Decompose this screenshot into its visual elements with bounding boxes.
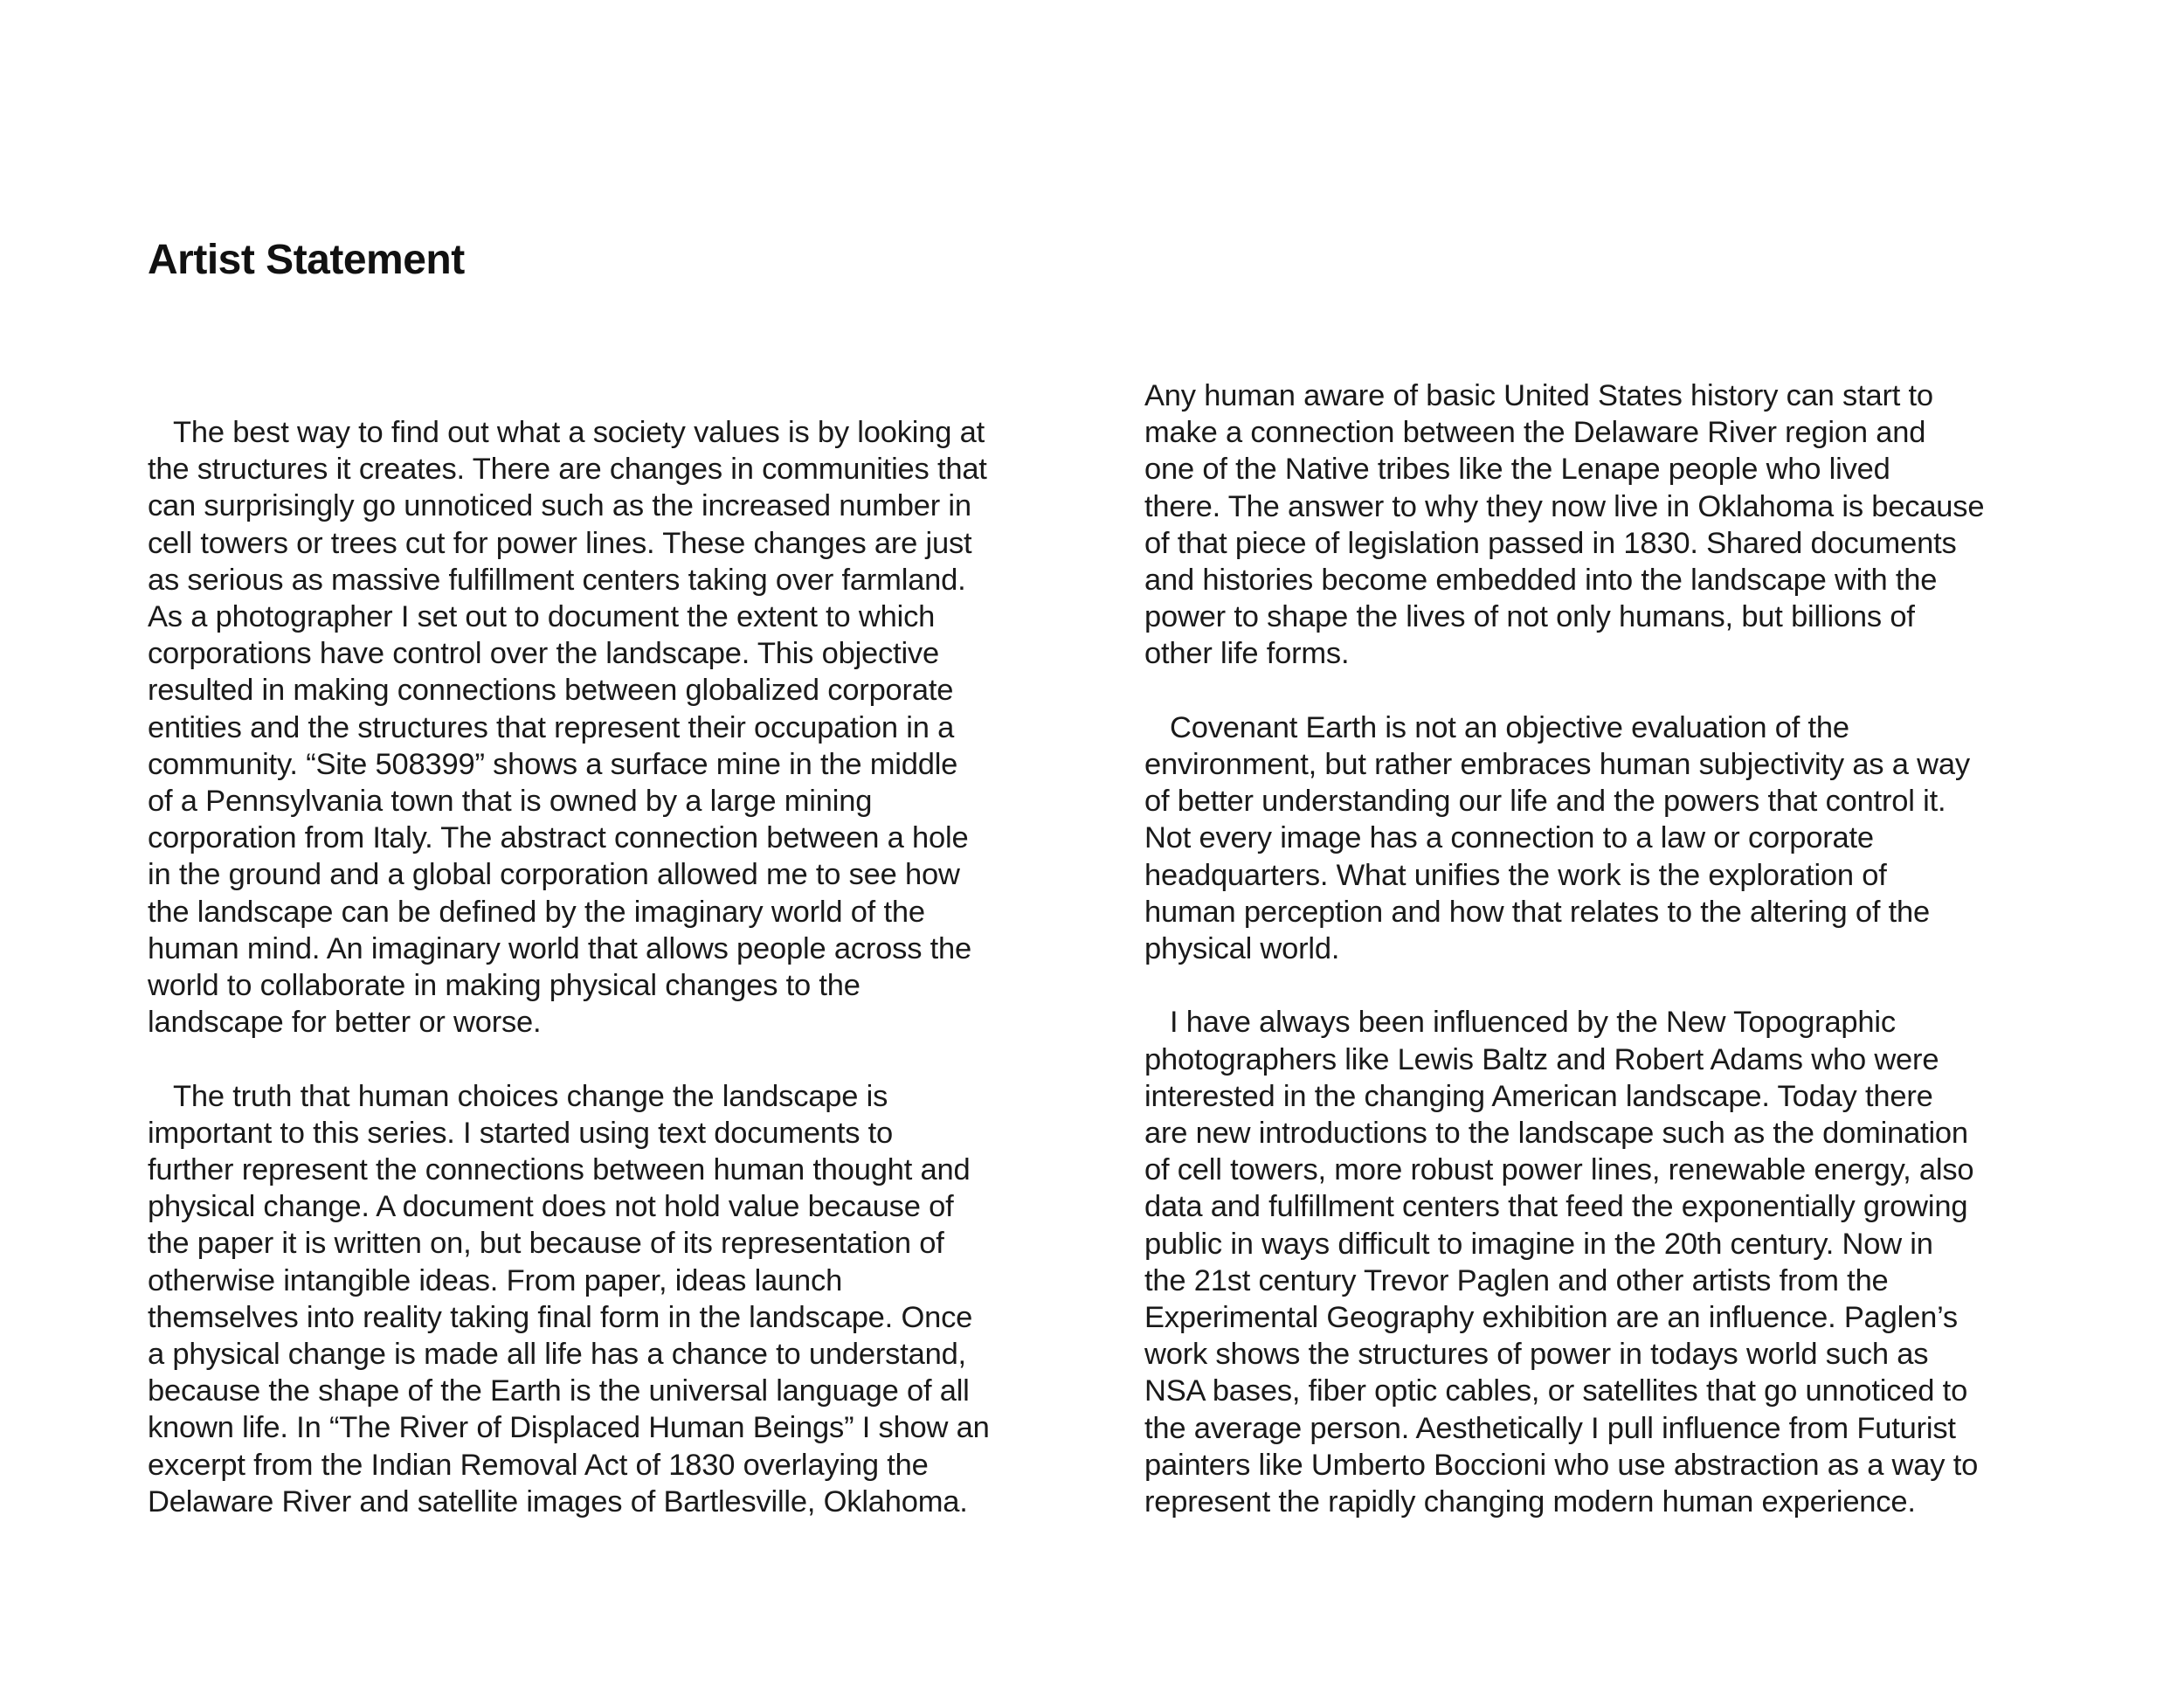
- paragraph: [1144, 377, 2044, 673]
- text-line: Not every image has a connection to a law or corporate: [1144, 821, 1874, 855]
- paragraph: [1144, 709, 2044, 967]
- text-line: Covenant Earth is not an objective evaluation of the: [1170, 710, 1849, 744]
- text-line: and histories become embedded into the landscape with the: [1144, 564, 1938, 598]
- text-line: represent the rapidly changing modern human experience.: [1144, 1485, 1916, 1519]
- text-line: painters like Umberto Boccioni who use abstraction as a way to: [1144, 1448, 1979, 1482]
- text-line: work shows the structures of power in todays world such as: [1144, 1338, 1929, 1372]
- text-line: further represent the connections between human thought and: [148, 1153, 971, 1187]
- text-line: Any human aware of basic United States history can start to: [1144, 379, 1933, 412]
- text-line: community. “Site 508399” shows a surface mine in the middle: [148, 747, 958, 781]
- paragraph: [148, 1078, 1047, 1520]
- text-line: entities and the structures that represent their occupation in a: [148, 710, 955, 744]
- text-line: environment, but rather embraces human subjectivity as a way: [1144, 748, 1970, 782]
- text-line: the structures it creates. There are changes in communities that: [148, 453, 987, 487]
- text-line: physical change. A document does not hold value because of: [148, 1190, 954, 1224]
- text-line: photographers like Lewis Baltz and Robert Adams who were: [1144, 1042, 1939, 1076]
- left-text-column: [148, 414, 1047, 1557]
- text-line: headquarters. What unifies the work is the exploration of: [1144, 858, 1887, 892]
- text-line: cell towers or trees cut for power lines. These changes are just: [148, 526, 972, 560]
- text-line: landscape for better or worse.: [148, 1006, 542, 1040]
- text-line: As a photographer I set out to document the extent to which: [148, 600, 936, 634]
- text-line: can surprisingly go unnoticed such as the increased number in: [148, 489, 971, 523]
- text-line: I have always been influenced by the New Topographic: [1170, 1006, 1896, 1040]
- text-line: data and fulfillment centers that feed the exponentially growing: [1144, 1190, 1968, 1224]
- text-line: human mind. An imaginary world that allows people across the: [148, 931, 971, 965]
- text-line: important to this series. I started using text documents to: [148, 1116, 894, 1150]
- text-line: there. The answer to why they now live in Oklahoma is because: [1144, 489, 1985, 523]
- text-line: the landscape can be defined by the imaginary world of the: [148, 895, 925, 929]
- text-line: physical world.: [1144, 932, 1340, 966]
- text-line: Delaware River and satellite images of Bartlesville, Oklahoma.: [148, 1484, 968, 1519]
- text-line: public in ways difficult to imagine in the 20th century. Now in: [1144, 1227, 1933, 1261]
- text-line: interested in the changing American landscape. Today there: [1144, 1079, 1933, 1113]
- text-line: one of the Native tribes like the Lenape people who lived: [1144, 453, 1890, 487]
- text-line: because the shape of the Earth is the universal language of all: [148, 1374, 970, 1408]
- text-line: the paper it is written on, but because of its representation of: [148, 1227, 944, 1261]
- text-line: The best way to find out what a society values is by looking at: [173, 416, 985, 449]
- right-text-column: [1144, 377, 2044, 1557]
- page-title: Artist Statement: [148, 237, 465, 283]
- text-line: of cell towers, more robust power lines, renewable energy, also: [1144, 1153, 1974, 1187]
- text-line: known life. In “The River of Displaced Human Beings” I show an: [148, 1411, 990, 1445]
- text-line: of better understanding our life and the powers that control it.: [1144, 785, 1946, 819]
- text-line: power to shape the lives of not only humans, but billions of: [1144, 600, 1915, 634]
- text-line: excerpt from the Indian Removal Act of 1830 overlaying the: [148, 1448, 929, 1482]
- text-line: in the ground and a global corporation allowed me to see how: [148, 858, 960, 892]
- text-line: of that piece of legislation passed in 1830. Shared documents: [1144, 526, 1957, 560]
- text-line: themselves into reality taking final form in the landscape. Once: [148, 1300, 973, 1334]
- text-line: resulted in making connections between globalized corporate: [148, 674, 954, 708]
- text-line: as serious as massive fulfillment centers taking over farmland.: [148, 563, 966, 597]
- text-line: the 21st century Trevor Paglen and other artists from the: [1144, 1263, 1889, 1297]
- text-line: Experimental Geography exhibition are an influence. Paglen’s: [1144, 1301, 1958, 1335]
- text-line: otherwise intangible ideas. From paper, ideas launch: [148, 1263, 843, 1297]
- text-line: a physical change is made all life has a chance to understand,: [148, 1338, 966, 1372]
- text-line: of a Pennsylvania town that is owned by a large mining: [148, 785, 873, 819]
- text-line: NSA bases, fiber optic cables, or satellites that go unnoticed to: [1144, 1374, 1968, 1408]
- text-line: the average person. Aesthetically I pull influence from Futurist: [1144, 1411, 1956, 1445]
- text-line: The truth that human choices change the landscape is: [173, 1079, 888, 1113]
- text-line: are new introductions to the landscape such as the domination: [1144, 1117, 1968, 1151]
- text-line: world to collaborate in making physical changes to the: [148, 969, 860, 1003]
- text-line: make a connection between the Delaware River region and: [1144, 416, 1926, 450]
- text-line: corporation from Italy. The abstract connection between a hole: [148, 821, 969, 855]
- text-line: human perception and how that relates to the altering of the: [1144, 895, 1931, 929]
- paragraph: [148, 414, 1047, 1041]
- text-line: corporations have control over the landscape. This objective: [148, 637, 939, 671]
- text-line: other life forms.: [1144, 637, 1350, 671]
- paragraph: [1144, 1004, 2044, 1520]
